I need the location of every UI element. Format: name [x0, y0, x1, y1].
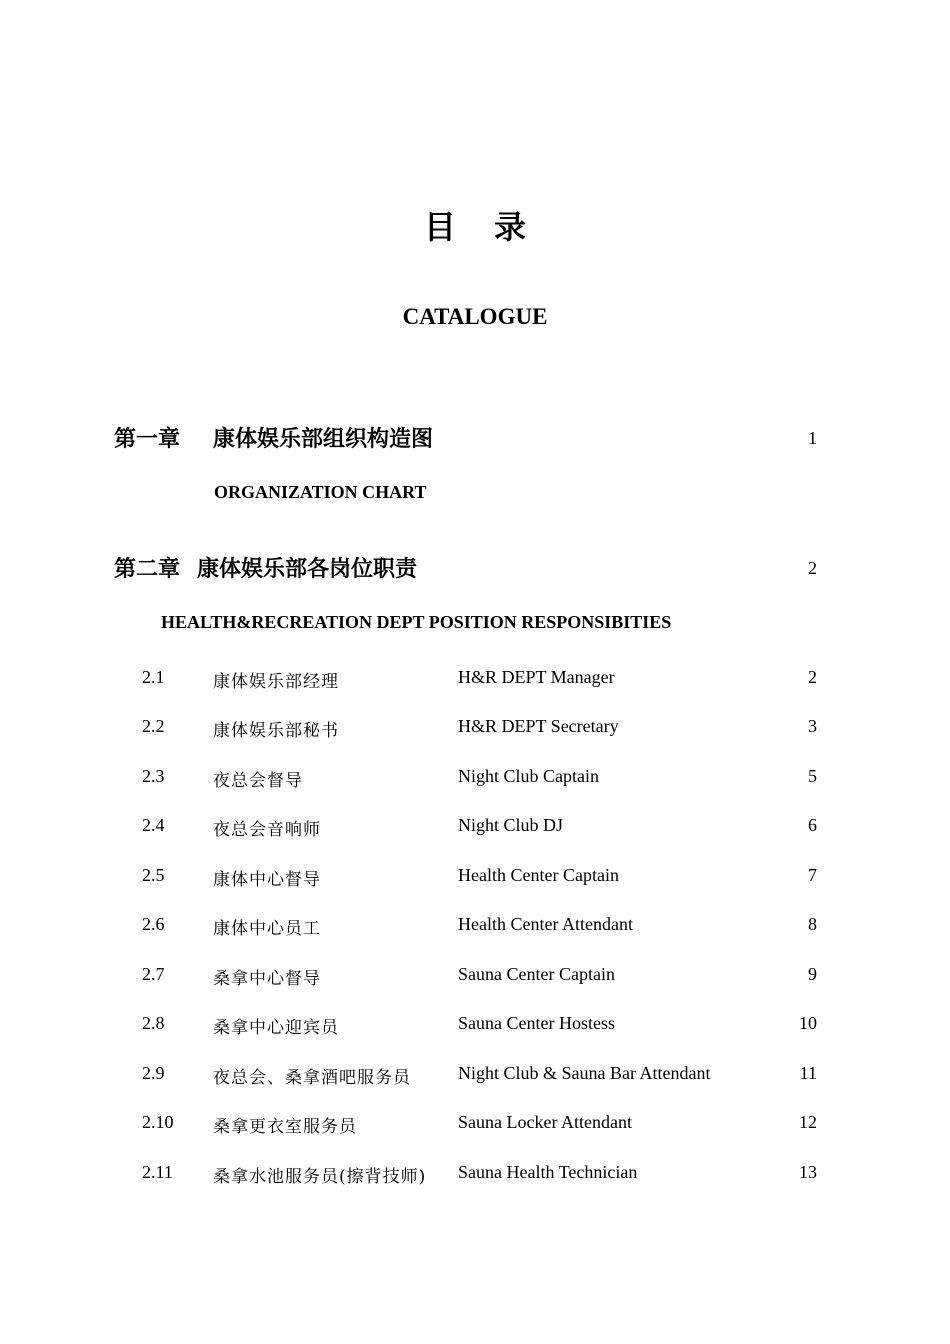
entry-number: 2.2	[142, 716, 165, 737]
toc-entry[interactable]	[0, 1162, 950, 1192]
entry-number: 2.5	[142, 864, 165, 885]
entry-page: 2	[808, 667, 817, 687]
entry-number: 2.11	[142, 1161, 173, 1182]
entry-title-en: Health Center Captain	[458, 864, 619, 885]
toc-entry[interactable]	[0, 865, 950, 895]
entry-page: 12	[799, 1112, 817, 1133]
toc-entry[interactable]	[0, 1112, 950, 1142]
page-title-cn: 目录	[423, 208, 564, 246]
chapter-2-title: 康体娱乐部各岗位职责	[197, 556, 418, 582]
entry-page: 7	[808, 864, 817, 885]
entry-title-cn: 桑拿中心迎宾员	[213, 1018, 339, 1039]
entry-title-cn: 桑拿中心督导	[213, 968, 321, 989]
entry-page: 11	[799, 1062, 817, 1083]
entry-title-cn: 康体中心员工	[213, 919, 321, 940]
entry-title-en: Health Center Attendant	[458, 914, 633, 935]
entry-number: 2.6	[142, 914, 165, 935]
toc-entry[interactable]	[0, 716, 950, 746]
entry-title-en: H&R DEPT Manager	[458, 667, 615, 687]
entry-number: 2.1	[142, 667, 165, 687]
entry-title-cn: 康体中心督导	[213, 869, 321, 890]
entry-title-cn: 康体娱乐部经理	[213, 672, 339, 692]
entry-title-en: Sauna Locker Attendant	[458, 1112, 632, 1133]
entry-page: 10	[799, 1013, 817, 1034]
toc-entry[interactable]	[0, 1013, 950, 1043]
entry-title-cn: 康体娱乐部秘书	[213, 721, 339, 742]
toc-entry[interactable]	[0, 1063, 950, 1093]
entry-page: 3	[808, 716, 817, 737]
entry-title-cn: 夜总会督导	[213, 770, 303, 791]
page-title-en: CATALOGUE	[402, 304, 548, 329]
entry-number: 2.3	[142, 765, 165, 786]
chapter-1-label: 第一章	[114, 426, 181, 452]
entry-title-cn: 夜总会、桑拿酒吧服务员	[213, 1067, 411, 1088]
entry-title-en: Night Club Captain	[458, 765, 599, 786]
entry-number: 2.10	[142, 1112, 174, 1133]
entry-page: 9	[808, 963, 817, 984]
entry-title-en: Night Club & Sauna Bar Attendant	[458, 1062, 711, 1083]
chapter-2-subtitle: HEALTH&RECREATION DEPT POSITION RESPONSIBITIES	[161, 612, 672, 632]
entry-number: 2.4	[142, 815, 165, 836]
entry-number: 2.9	[142, 1062, 165, 1083]
entry-title-cn: 夜总会音响师	[213, 820, 321, 841]
entry-number: 2.8	[142, 1013, 165, 1034]
chapter-1-subtitle: ORGANIZATION CHART	[214, 482, 427, 502]
toc-entry[interactable]	[0, 964, 950, 994]
entry-title-en: Sauna Center Captain	[458, 963, 615, 984]
entry-number: 2.7	[142, 963, 165, 984]
entry-title-en: Sauna Center Hostess	[458, 1013, 615, 1034]
toc-entry[interactable]	[0, 667, 950, 697]
toc-entry[interactable]	[0, 815, 950, 845]
entry-page: 8	[808, 914, 817, 935]
entry-title-en: Night Club DJ	[458, 815, 564, 836]
toc-entry[interactable]	[0, 914, 950, 944]
entry-page: 13	[799, 1161, 817, 1182]
entry-page: 5	[808, 765, 817, 786]
chapter-2-label: 第二章	[114, 556, 181, 582]
entry-title-en: H&R DEPT Secretary	[458, 716, 619, 737]
chapter-2-page: 2	[808, 558, 817, 578]
entry-title-cn: 桑拿更衣室服务员	[213, 1117, 357, 1138]
chapter-1-page: 1	[808, 428, 817, 448]
chapter-1-title: 康体娱乐部组织构造图	[213, 426, 434, 452]
entry-page: 6	[808, 815, 817, 836]
entry-title-en: Sauna Health Technician	[458, 1161, 638, 1182]
toc-entry[interactable]	[0, 766, 950, 796]
entry-title-cn: 桑拿水池服务员(擦背技师)	[213, 1166, 427, 1187]
